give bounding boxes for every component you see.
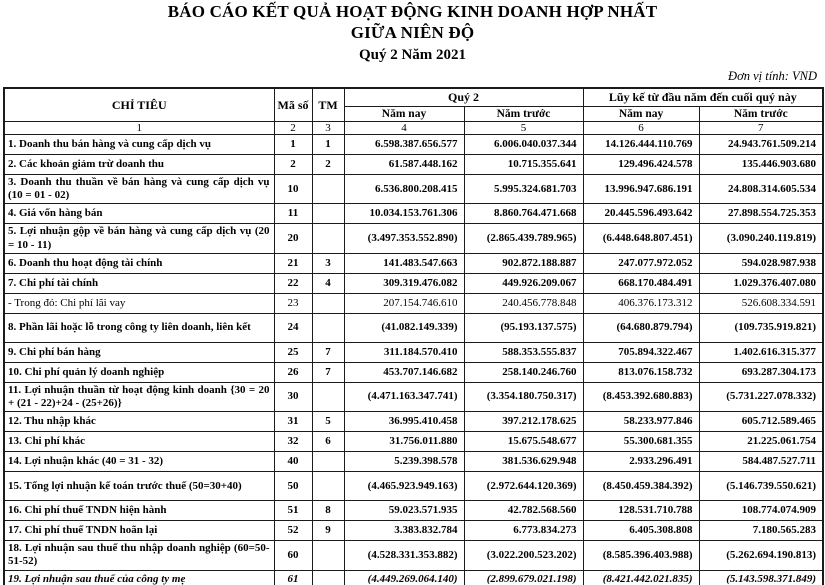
ytd-now-cell: 20.445.596.493.642 (583, 204, 699, 224)
table-row (4, 362, 823, 382)
col-number: 3 (312, 122, 344, 135)
q2-prev-cell: 381.536.629.948 (464, 452, 583, 472)
table-row (4, 342, 823, 362)
ytd-now-cell: 247.077.972.052 (583, 253, 699, 273)
report-title-line1: BÁO CÁO KẾT QUẢ HOẠT ĐỘNG KINH DOANH HỢP NHẤT (167, 2, 658, 21)
q2-now-cell: 59.023.571.935 (344, 501, 464, 521)
ma-so-cell: 25 (274, 342, 312, 362)
table-row (4, 313, 823, 342)
ma-so-cell: 26 (274, 362, 312, 382)
row-label: 9. Chi phí bán hàng (4, 342, 274, 362)
table-row (4, 155, 823, 175)
table-row (4, 175, 823, 204)
ma-so-cell: 22 (274, 273, 312, 293)
q2-prev-cell: (2.865.439.789.965) (464, 224, 583, 253)
ytd-now-cell: (8.585.396.403.988) (583, 541, 699, 570)
q2-prev-cell: 397.212.178.625 (464, 412, 583, 432)
q2-now-cell: 6.536.800.208.415 (344, 175, 464, 204)
ma-so-cell: 52 (274, 521, 312, 541)
ytd-prev-cell: 594.028.987.938 (699, 253, 823, 273)
tm-cell: 8 (312, 501, 344, 521)
row-label: 15. Tổng lợi nhuận kế toán trước thuế (50=30+40) (4, 472, 274, 501)
ytd-now-cell: 58.233.977.846 (583, 412, 699, 432)
q2-prev-cell: (3.022.200.523.202) (464, 541, 583, 570)
col-number: 2 (274, 122, 312, 135)
table-row (4, 224, 823, 253)
ma-so-cell: 61 (274, 570, 312, 585)
ytd-prev-cell: 526.608.334.591 (699, 293, 823, 313)
header-ma-so: Mã số (274, 88, 312, 122)
ytd-now-cell: 13.996.947.686.191 (583, 175, 699, 204)
report-period: Quý 2 Năm 2021 (358, 46, 467, 63)
q2-prev-cell: 5.995.324.681.703 (464, 175, 583, 204)
ytd-prev-cell: (5.146.739.550.621) (699, 472, 823, 501)
q2-now-cell: (4.528.331.353.882) (344, 541, 464, 570)
header-tm: TM (312, 88, 344, 122)
tm-cell: 3 (312, 253, 344, 273)
col-number: 7 (699, 122, 823, 135)
header-q2-nam-truoc: Năm trước (464, 107, 583, 122)
tm-cell (312, 313, 344, 342)
currency-unit-note: Đơn vị tính: VND (728, 69, 817, 83)
header-quy2: Quý 2 (344, 88, 583, 107)
row-label: 7. Chi phí tài chính (4, 273, 274, 293)
table-row (4, 472, 823, 501)
table-row (4, 293, 823, 313)
ytd-prev-cell: 24.808.314.605.534 (699, 175, 823, 204)
tm-cell (312, 224, 344, 253)
ytd-prev-cell: 584.487.527.711 (699, 452, 823, 472)
q2-prev-cell: 15.675.548.677 (464, 432, 583, 452)
col-number: 4 (344, 122, 464, 135)
q2-now-cell: 61.587.448.162 (344, 155, 464, 175)
table-row (4, 541, 823, 570)
table-row (4, 432, 823, 452)
ma-so-cell: 10 (274, 175, 312, 204)
row-label: 19. Lợi nhuận sau thuế của công ty mẹ (4, 570, 274, 585)
ytd-prev-cell: (109.735.919.821) (699, 313, 823, 342)
ma-so-cell: 21 (274, 253, 312, 273)
ytd-now-cell: (64.680.879.794) (583, 313, 699, 342)
ytd-now-cell: 705.894.322.467 (583, 342, 699, 362)
ytd-prev-cell: (5.731.227.078.332) (699, 382, 823, 411)
ytd-now-cell: (8.421.442.021.835) (583, 570, 699, 585)
row-label: 12. Thu nhập khác (4, 412, 274, 432)
ytd-now-cell: 668.170.484.491 (583, 273, 699, 293)
tm-cell: 5 (312, 412, 344, 432)
ma-so-cell: 2 (274, 155, 312, 175)
header-lk-nam-truoc: Năm trước (699, 107, 823, 122)
col-number: 6 (583, 122, 699, 135)
ma-so-cell: 1 (274, 135, 312, 155)
ytd-now-cell: 813.076.158.732 (583, 362, 699, 382)
tm-cell: 7 (312, 362, 344, 382)
income-statement-table (3, 87, 824, 585)
tm-cell (312, 472, 344, 501)
ytd-prev-cell: 24.943.761.509.214 (699, 135, 823, 155)
table-row (4, 253, 823, 273)
row-label: 18. Lợi nhuận sau thuế thu nhập doanh nghiệp (60=50-51-52) (4, 541, 274, 570)
ma-so-cell: 30 (274, 382, 312, 411)
tm-cell (312, 570, 344, 585)
ma-so-cell: 50 (274, 472, 312, 501)
ytd-prev-cell: (5.143.598.371.849) (699, 570, 823, 585)
table-row (4, 204, 823, 224)
q2-now-cell: 207.154.746.610 (344, 293, 464, 313)
q2-prev-cell: 6.773.834.273 (464, 521, 583, 541)
ytd-prev-cell: 1.029.376.407.080 (699, 273, 823, 293)
row-label: - Trong đó: Chi phí lãi vay (4, 293, 274, 313)
tm-cell (312, 204, 344, 224)
table-row (4, 521, 823, 541)
tm-cell: 6 (312, 432, 344, 452)
table-row (4, 273, 823, 293)
header-luy-ke: Lũy kế từ đầu năm đến cuối quý này (583, 88, 823, 107)
tm-cell (312, 175, 344, 204)
row-label: 3. Doanh thu thuần về bán hàng và cung cấp dịch vụ (10 = 01 - 02) (4, 175, 274, 204)
q2-prev-cell: 10.715.355.641 (464, 155, 583, 175)
q2-now-cell: 10.034.153.761.306 (344, 204, 464, 224)
table-row (4, 452, 823, 472)
tm-cell (312, 382, 344, 411)
row-label: 11. Lợi nhuận thuần từ hoạt động kinh doanh {30 = 20 + (21 - 22)+24 - (25+26)} (4, 382, 274, 411)
ma-so-cell: 60 (274, 541, 312, 570)
ma-so-cell: 23 (274, 293, 312, 313)
column-number-row (4, 122, 823, 135)
header-chi-tieu: CHỈ TIÊU (4, 88, 274, 122)
table-row (4, 412, 823, 432)
row-label: 17. Chi phí thuế TNDN hoãn lại (4, 521, 274, 541)
tm-cell: 2 (312, 155, 344, 175)
q2-now-cell: 31.756.011.880 (344, 432, 464, 452)
ytd-prev-cell: 21.225.061.754 (699, 432, 823, 452)
q2-now-cell: (3.497.353.552.890) (344, 224, 464, 253)
ytd-prev-cell: 693.287.304.173 (699, 362, 823, 382)
q2-prev-cell: 902.872.188.887 (464, 253, 583, 273)
header-lk-nam-nay: Năm nay (583, 107, 699, 122)
q2-prev-cell: (3.354.180.750.317) (464, 382, 583, 411)
ytd-now-cell: 406.376.173.312 (583, 293, 699, 313)
tm-cell (312, 293, 344, 313)
ma-so-cell: 32 (274, 432, 312, 452)
ytd-now-cell: 55.300.681.355 (583, 432, 699, 452)
q2-prev-cell: 8.860.764.471.668 (464, 204, 583, 224)
tm-cell: 4 (312, 273, 344, 293)
q2-prev-cell: (2.899.679.021.198) (464, 570, 583, 585)
q2-prev-cell: 258.140.246.760 (464, 362, 583, 382)
ytd-now-cell: 128.531.710.788 (583, 501, 699, 521)
ytd-now-cell: 6.405.308.808 (583, 521, 699, 541)
ytd-now-cell: 129.496.424.578 (583, 155, 699, 175)
ytd-now-cell: 14.126.444.110.769 (583, 135, 699, 155)
q2-prev-cell: (2.972.644.120.369) (464, 472, 583, 501)
row-label: 10. Chi phí quản lý doanh nghiệp (4, 362, 274, 382)
ma-so-cell: 31 (274, 412, 312, 432)
ytd-prev-cell: 135.446.903.680 (699, 155, 823, 175)
q2-prev-cell: 588.353.555.837 (464, 342, 583, 362)
table-body (4, 135, 823, 585)
ytd-now-cell: (8.450.459.384.392) (583, 472, 699, 501)
row-label: 8. Phần lãi hoặc lỗ trong công ty liên doanh, liên kết (4, 313, 274, 342)
ytd-prev-cell: 7.180.565.283 (699, 521, 823, 541)
col-number: 5 (464, 122, 583, 135)
row-label: 14. Lợi nhuận khác (40 = 31 - 32) (4, 452, 274, 472)
ma-so-cell: 24 (274, 313, 312, 342)
q2-now-cell: 3.383.832.784 (344, 521, 464, 541)
ma-so-cell: 40 (274, 452, 312, 472)
report-title-line2: GIỮA NIÊN ĐỘ (350, 23, 475, 43)
ytd-prev-cell: 605.712.589.465 (699, 412, 823, 432)
tm-cell: 1 (312, 135, 344, 155)
q2-now-cell: (4.465.923.949.163) (344, 472, 464, 501)
q2-prev-cell: 6.006.040.037.344 (464, 135, 583, 155)
q2-now-cell: (41.082.149.339) (344, 313, 464, 342)
ytd-prev-cell: 27.898.554.725.353 (699, 204, 823, 224)
tm-cell: 9 (312, 521, 344, 541)
tm-cell (312, 452, 344, 472)
ytd-prev-cell: (3.090.240.119.819) (699, 224, 823, 253)
table-row (4, 570, 823, 585)
row-label: 16. Chi phí thuế TNDN hiện hành (4, 501, 274, 521)
q2-prev-cell: 42.782.568.560 (464, 501, 583, 521)
ytd-prev-cell: (5.262.694.190.813) (699, 541, 823, 570)
row-label: 13. Chi phí khác (4, 432, 274, 452)
table-row (4, 501, 823, 521)
q2-now-cell: (4.449.269.064.140) (344, 570, 464, 585)
row-label: 5. Lợi nhuận gộp về bán hàng và cung cấp dịch vụ (20 = 10 - 11) (4, 224, 274, 253)
q2-now-cell: 5.239.398.578 (344, 452, 464, 472)
col-number: 1 (4, 122, 274, 135)
q2-now-cell: 6.598.387.656.577 (344, 135, 464, 155)
header-q2-nam-nay: Năm nay (344, 107, 464, 122)
q2-now-cell: 141.483.547.663 (344, 253, 464, 273)
tm-cell (312, 541, 344, 570)
ma-so-cell: 51 (274, 501, 312, 521)
ma-so-cell: 20 (274, 224, 312, 253)
ytd-now-cell: (6.448.648.807.451) (583, 224, 699, 253)
ytd-now-cell: (8.453.392.680.883) (583, 382, 699, 411)
report-title-block (0, 0, 825, 65)
row-label: 2. Các khoản giảm trừ doanh thu (4, 155, 274, 175)
ytd-now-cell: 2.933.296.491 (583, 452, 699, 472)
q2-now-cell: 311.184.570.410 (344, 342, 464, 362)
table-row (4, 135, 823, 155)
ytd-prev-cell: 108.774.074.909 (699, 501, 823, 521)
row-label: 1. Doanh thu bán hàng và cung cấp dịch vụ (4, 135, 274, 155)
q2-now-cell: 309.319.476.082 (344, 273, 464, 293)
q2-prev-cell: 240.456.778.848 (464, 293, 583, 313)
tm-cell: 7 (312, 342, 344, 362)
q2-now-cell: (4.471.163.347.741) (344, 382, 464, 411)
q2-now-cell: 453.707.146.682 (344, 362, 464, 382)
ytd-prev-cell: 1.402.616.315.377 (699, 342, 823, 362)
q2-prev-cell: (95.193.137.575) (464, 313, 583, 342)
row-label: 6. Doanh thu hoạt động tài chính (4, 253, 274, 273)
ma-so-cell: 11 (274, 204, 312, 224)
row-label: 4. Giá vốn hàng bán (4, 204, 274, 224)
q2-now-cell: 36.995.410.458 (344, 412, 464, 432)
table-header (4, 88, 823, 135)
q2-prev-cell: 449.926.209.067 (464, 273, 583, 293)
table-row (4, 382, 823, 411)
